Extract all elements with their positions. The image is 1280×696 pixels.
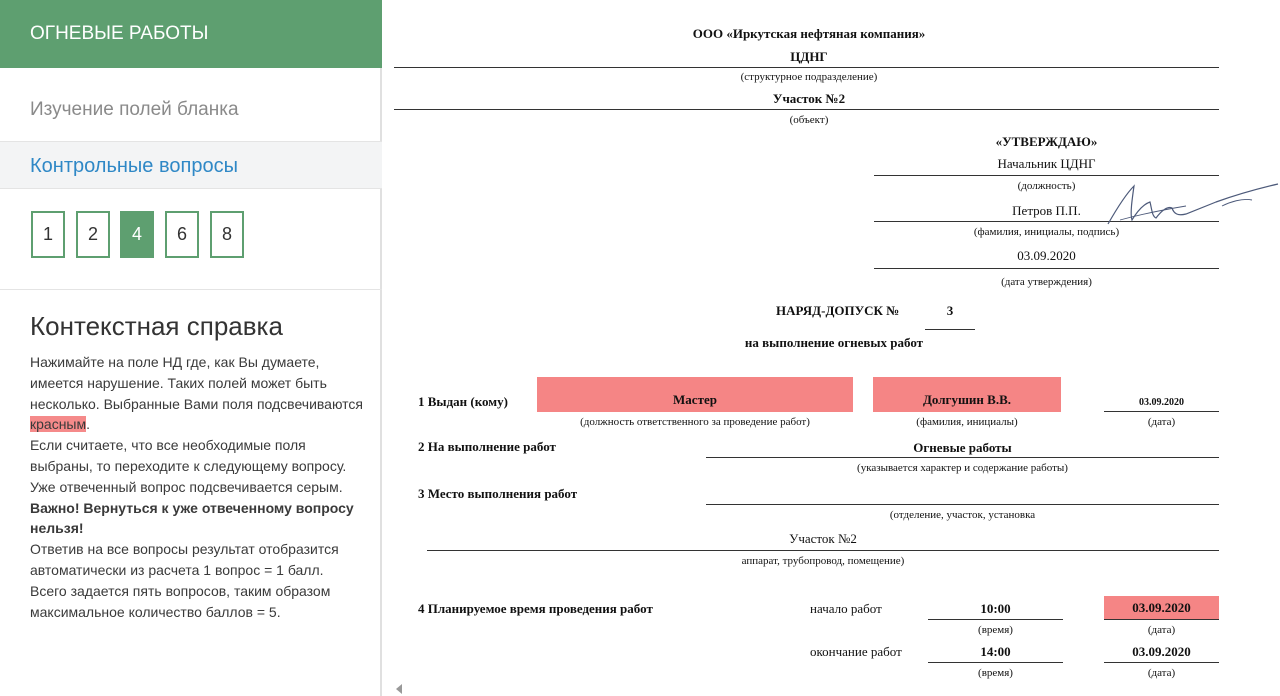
approve-name-caption: (фамилия, инициалы, подпись) — [973, 226, 1120, 238]
start-time-field[interactable]: 10:00 — [980, 601, 1011, 616]
menu-item-control-questions[interactable]: Контрольные вопросы — [0, 141, 382, 189]
object-value[interactable]: Участок №2 — [772, 91, 846, 106]
object-caption: (объект) — [789, 114, 829, 126]
section-1-label: 1 Выдан (кому) — [418, 394, 508, 409]
start-time-caption: (время) — [978, 624, 1013, 636]
company-name: ООО «Иркутская нефтяная компания» — [692, 26, 926, 41]
scroll-left-arrow-icon[interactable] — [396, 684, 402, 694]
start-date-field[interactable]: 03.09.2020 — [1104, 596, 1219, 619]
end-work-label: окончание работ — [810, 644, 902, 659]
section-3-label: 3 Место выполнения работ — [418, 486, 578, 501]
approve-date[interactable]: 03.09.2020 — [1017, 248, 1076, 263]
highlight-red-word: красным — [30, 416, 87, 433]
location-caption-2: аппарат, трубопровод, помещение) — [741, 555, 905, 567]
menu-item-study-fields[interactable]: Изучение полей бланка — [30, 99, 239, 120]
permit-number[interactable]: 3 — [946, 303, 954, 318]
question-button-4[interactable]: 4 — [120, 211, 154, 258]
permit-subtitle: на выполнение огневых работ — [744, 335, 924, 350]
permit-label: НАРЯД-ДОПУСК № — [776, 303, 900, 318]
start-work-label: начало работ — [810, 601, 882, 616]
issued-position-field[interactable]: Мастер — [537, 377, 853, 412]
issued-name-caption: (фамилия, инициалы) — [916, 416, 1018, 428]
context-paragraph: Всего задается пять вопросов, таким образом максимальное количество баллов = 5. — [30, 582, 331, 620]
question-button-2[interactable]: 2 — [76, 211, 110, 258]
approve-date-caption: (дата утверждения) — [1001, 276, 1092, 288]
issued-date-field[interactable]: 03.09.2020 — [1139, 397, 1184, 408]
permit-document — [384, 0, 1280, 696]
context-help-text — [30, 352, 365, 622]
work-type-caption: (указывается характер и содержание работы) — [857, 462, 1068, 474]
context-paragraph: Если считаете, что все необходимые поля выбраны, то переходите к следующему вопросу. — [30, 437, 347, 474]
context-help-title: Контекстная справка — [30, 311, 283, 341]
approve-position-caption: (должность) — [1017, 180, 1076, 192]
context-paragraph — [30, 352, 365, 435]
question-button-6[interactable]: 6 — [165, 211, 199, 258]
location-caption: (отделение, участок, установка — [889, 509, 1036, 521]
context-paragraph: Ответив на все вопросы результат отобразится автоматически из расчета 1 вопрос = 1 балл. — [30, 541, 339, 578]
section-4-label: 4 Планируемое время проведения работ — [418, 601, 653, 616]
work-type-field[interactable]: Огневые работы — [913, 440, 1012, 455]
unit-value[interactable]: ЦДНГ — [790, 49, 828, 64]
issued-name-field[interactable]: Долгушин В.В. — [873, 377, 1061, 412]
signature-image — [1102, 180, 1280, 230]
issued-position-caption: (должность ответственного за проведение работ) — [580, 416, 810, 428]
approve-name[interactable]: Петров П.П. — [1012, 203, 1081, 218]
question-selector — [0, 190, 382, 290]
end-time-field[interactable]: 14:00 — [980, 644, 1011, 659]
context-important-note: Важно! Вернуться к уже отвеченному вопросу нельзя! — [30, 499, 354, 537]
unit-caption: (структурное подразделение) — [740, 71, 878, 83]
question-button-1[interactable]: 1 — [31, 211, 65, 258]
location-field[interactable]: Участок №2 — [789, 531, 857, 546]
approve-title: «УТВЕРЖДАЮ» — [995, 134, 1098, 149]
context-paragraph: Уже отвеченный вопрос подсвечивается серым. — [30, 478, 343, 495]
issued-date-caption: (дата) — [1147, 416, 1176, 428]
section-2-label: 2 На выполнение работ — [418, 439, 556, 454]
end-date-field[interactable]: 03.09.2020 — [1132, 644, 1191, 659]
end-date-caption: (дата) — [1147, 667, 1176, 679]
approve-position[interactable]: Начальник ЦДНГ — [997, 156, 1096, 171]
end-time-caption: (время) — [978, 667, 1013, 679]
app-title: ОГНЕВЫЕ РАБОТЫ — [0, 0, 382, 68]
sidebar — [0, 0, 382, 696]
context-text: Нажимайте на поле НД где, как Вы думаете, имеется нарушение. Таких полей может быть несколько. Выбранные Вами поля подсвечиваются — [30, 354, 363, 412]
question-button-8[interactable]: 8 — [210, 211, 244, 258]
context-text: . — [86, 416, 91, 433]
start-date-caption: (дата) — [1147, 624, 1176, 636]
